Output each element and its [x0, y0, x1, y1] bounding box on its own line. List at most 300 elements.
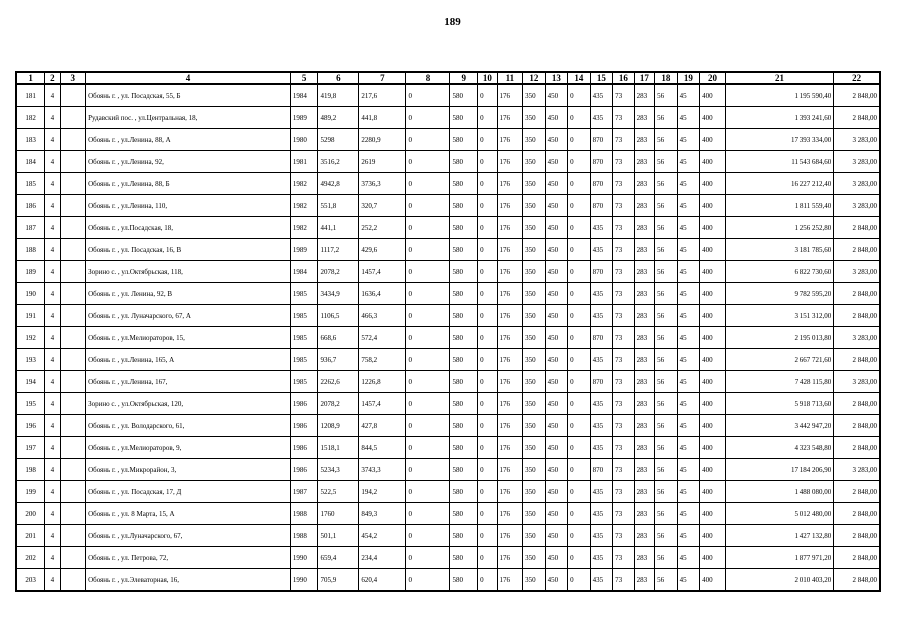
table-cell-col-6: 936,7	[318, 349, 359, 371]
table-cell-col-5: 1989	[290, 239, 318, 261]
table-cell-col-13: 450	[545, 503, 568, 525]
table-cell-col-5: 1982	[290, 195, 318, 217]
table-cell-col-6: 5234,3	[318, 459, 359, 481]
table-cell-col-13: 450	[545, 239, 568, 261]
table-cell-col-5: 1984	[290, 84, 318, 107]
table-cell-col-1: 195	[16, 393, 45, 415]
table-cell-col-10: 0	[478, 349, 497, 371]
table-cell-col-3	[60, 393, 86, 415]
table-cell-col-14: 0	[568, 569, 591, 592]
table-cell-col-8: 0	[406, 393, 450, 415]
table-cell-col-7: 849,3	[359, 503, 406, 525]
table-cell-col-11: 176	[497, 195, 523, 217]
table-cell-col-9: 580	[450, 503, 478, 525]
table-cell-col-16: 73	[613, 415, 634, 437]
table-cell-col-1: 202	[16, 547, 45, 569]
table-cell-col-12: 350	[523, 107, 546, 129]
table-cell-col-17: 283	[634, 503, 654, 525]
table-cell-col-12: 350	[523, 371, 546, 393]
table-cell-col-1: 198	[16, 459, 45, 481]
table-cell-col-11: 176	[497, 349, 523, 371]
table-cell-col-9: 580	[450, 393, 478, 415]
table-cell-col-22: 2 848,00	[834, 305, 880, 327]
table-cell-col-16: 73	[613, 547, 634, 569]
table-cell-col-14: 0	[568, 371, 591, 393]
table-cell-col-8: 0	[406, 107, 450, 129]
table-cell-col-10: 0	[478, 481, 497, 503]
table-cell-col-1: 184	[16, 151, 45, 173]
table-cell-col-8: 0	[406, 349, 450, 371]
table-cell-col-11: 176	[497, 107, 523, 129]
table-cell-col-10: 0	[478, 151, 497, 173]
column-header-9: 9	[450, 72, 478, 84]
table-cell-col-19: 45	[677, 129, 700, 151]
table-cell-col-10: 0	[478, 569, 497, 592]
table-cell-col-21: 1 811 559,40	[725, 195, 834, 217]
table-cell-col-1: 188	[16, 239, 45, 261]
table-cell-col-7: 234,4	[359, 547, 406, 569]
table-cell-col-17: 283	[634, 349, 654, 371]
table-cell-col-13: 450	[545, 437, 568, 459]
table-cell-col-22: 3 283,00	[834, 151, 880, 173]
table-cell-col-8: 0	[406, 305, 450, 327]
table-cell-col-3	[60, 239, 86, 261]
table-cell-col-1: 187	[16, 217, 45, 239]
table-cell-col-6: 2262,6	[318, 371, 359, 393]
table-cell-col-20: 400	[700, 173, 726, 195]
table-cell-col-15: 435	[590, 393, 613, 415]
column-header-1: 1	[16, 72, 45, 84]
table-cell-col-11: 176	[497, 459, 523, 481]
table-cell-col-10: 0	[478, 173, 497, 195]
table-cell-col-14: 0	[568, 305, 591, 327]
table-cell-col-22: 2 848,00	[834, 239, 880, 261]
table-row	[16, 173, 880, 195]
table-cell-col-11: 176	[497, 393, 523, 415]
table-cell-col-16: 73	[613, 459, 634, 481]
table-cell-col-18: 56	[655, 261, 678, 283]
table-cell-col-9: 580	[450, 415, 478, 437]
table-cell-col-2: 4	[45, 261, 60, 283]
table-cell-col-7: 194,2	[359, 481, 406, 503]
table-cell-col-17: 283	[634, 525, 654, 547]
table-cell-col-8: 0	[406, 327, 450, 349]
table-cell-col-18: 56	[655, 547, 678, 569]
table-cell-col-5: 1985	[290, 327, 318, 349]
table-cell-col-6: 705,9	[318, 569, 359, 592]
table-cell-col-19: 45	[677, 283, 700, 305]
column-header-5: 5	[290, 72, 318, 84]
table-cell-col-21: 5 918 713,60	[725, 393, 834, 415]
table-cell-col-19: 45	[677, 437, 700, 459]
table-cell-col-6: 522,5	[318, 481, 359, 503]
table-cell-col-1: 183	[16, 129, 45, 151]
table-cell-col-7: 427,8	[359, 415, 406, 437]
table-cell-col-17: 283	[634, 481, 654, 503]
table-cell-col-3	[60, 547, 86, 569]
table-cell-col-4: Обоянь г. , ул. Посадская, 16, В	[86, 239, 291, 261]
table-cell-col-18: 56	[655, 569, 678, 592]
table-cell-col-21: 1 427 132,80	[725, 525, 834, 547]
table-cell-col-14: 0	[568, 283, 591, 305]
table-cell-col-1: 199	[16, 481, 45, 503]
table-cell-col-2: 4	[45, 481, 60, 503]
table-cell-col-11: 176	[497, 261, 523, 283]
table-cell-col-8: 0	[406, 283, 450, 305]
table-cell-col-20: 400	[700, 349, 726, 371]
table-cell-col-13: 450	[545, 349, 568, 371]
table-cell-col-12: 350	[523, 525, 546, 547]
table-cell-col-22: 2 848,00	[834, 217, 880, 239]
table-cell-col-19: 45	[677, 481, 700, 503]
table-cell-col-15: 435	[590, 437, 613, 459]
table-cell-col-22: 3 283,00	[834, 459, 880, 481]
table-cell-col-6: 5298	[318, 129, 359, 151]
table-cell-col-9: 580	[450, 525, 478, 547]
table-cell-col-22: 2 848,00	[834, 283, 880, 305]
table-cell-col-10: 0	[478, 371, 497, 393]
table-cell-col-5: 1986	[290, 415, 318, 437]
table-cell-col-9: 580	[450, 569, 478, 592]
table-cell-col-4: Обоянь г. , ул. Посадская, 17, Д	[86, 481, 291, 503]
table-cell-col-4: Зорино с. , ул.Октябрьская, 120,	[86, 393, 291, 415]
table-cell-col-11: 176	[497, 173, 523, 195]
table-cell-col-19: 45	[677, 415, 700, 437]
table-cell-col-13: 450	[545, 393, 568, 415]
table-cell-col-12: 350	[523, 327, 546, 349]
table-cell-col-2: 4	[45, 503, 60, 525]
table-cell-col-8: 0	[406, 415, 450, 437]
table-cell-col-4: Обоянь г. , ул.Посадская, 18,	[86, 217, 291, 239]
table-cell-col-7: 1226,8	[359, 371, 406, 393]
table-cell-col-5: 1985	[290, 349, 318, 371]
table-cell-col-12: 350	[523, 437, 546, 459]
table-cell-col-15: 870	[590, 151, 613, 173]
table-cell-col-1: 196	[16, 415, 45, 437]
table-cell-col-17: 283	[634, 283, 654, 305]
table-cell-col-19: 45	[677, 371, 700, 393]
table-cell-col-16: 73	[613, 261, 634, 283]
table-cell-col-10: 0	[478, 261, 497, 283]
table-cell-col-7: 466,3	[359, 305, 406, 327]
table-cell-col-6: 1208,9	[318, 415, 359, 437]
table-cell-col-12: 350	[523, 129, 546, 151]
table-cell-col-18: 56	[655, 415, 678, 437]
table-cell-col-14: 0	[568, 84, 591, 107]
table-cell-col-9: 580	[450, 173, 478, 195]
table-cell-col-14: 0	[568, 481, 591, 503]
table-cell-col-2: 4	[45, 525, 60, 547]
table-cell-col-2: 4	[45, 107, 60, 129]
table-cell-col-19: 45	[677, 173, 700, 195]
table-cell-col-11: 176	[497, 503, 523, 525]
table-cell-col-12: 350	[523, 349, 546, 371]
table-cell-col-22: 2 848,00	[834, 415, 880, 437]
table-cell-col-17: 283	[634, 195, 654, 217]
column-header-2: 2	[45, 72, 60, 84]
table-cell-col-4: Рудавский пос. , ул.Центральная, 18,	[86, 107, 291, 129]
table-cell-col-4: Обоянь г. , ул. 8 Марта, 15, А	[86, 503, 291, 525]
table-cell-col-21: 17 393 334,00	[725, 129, 834, 151]
table-cell-col-8: 0	[406, 195, 450, 217]
table-cell-col-13: 450	[545, 173, 568, 195]
table-cell-col-19: 45	[677, 547, 700, 569]
column-header-18: 18	[655, 72, 678, 84]
table-cell-col-15: 435	[590, 305, 613, 327]
column-header-22: 22	[834, 72, 880, 84]
table-cell-col-16: 73	[613, 525, 634, 547]
table-cell-col-5: 1986	[290, 459, 318, 481]
table-cell-col-21: 1 256 252,80	[725, 217, 834, 239]
column-header-4: 4	[86, 72, 291, 84]
table-cell-col-5: 1990	[290, 569, 318, 592]
table-cell-col-3	[60, 327, 86, 349]
table-cell-col-7: 454,2	[359, 525, 406, 547]
table-cell-col-4: Обоянь г. , ул.Элеваторная, 16,	[86, 569, 291, 592]
table-cell-col-11: 176	[497, 283, 523, 305]
table-cell-col-22: 2 848,00	[834, 525, 880, 547]
table-row	[16, 459, 880, 481]
table-cell-col-13: 450	[545, 217, 568, 239]
table-cell-col-14: 0	[568, 547, 591, 569]
table-cell-col-7: 572,4	[359, 327, 406, 349]
table-cell-col-11: 176	[497, 481, 523, 503]
table-cell-col-11: 176	[497, 547, 523, 569]
table-cell-col-10: 0	[478, 327, 497, 349]
table-cell-col-19: 45	[677, 151, 700, 173]
table-row	[16, 84, 880, 107]
table-cell-col-2: 4	[45, 173, 60, 195]
table-row	[16, 261, 880, 283]
table-cell-col-14: 0	[568, 107, 591, 129]
table-cell-col-20: 400	[700, 503, 726, 525]
table-cell-col-2: 4	[45, 151, 60, 173]
table-cell-col-14: 0	[568, 239, 591, 261]
table-cell-col-4: Обоянь г. , ул.Луначарского, 67,	[86, 525, 291, 547]
table-cell-col-9: 580	[450, 305, 478, 327]
table-cell-col-17: 283	[634, 415, 654, 437]
table-cell-col-19: 45	[677, 107, 700, 129]
table-cell-col-21: 2 195 013,80	[725, 327, 834, 349]
column-header-17: 17	[634, 72, 654, 84]
table-cell-col-9: 580	[450, 547, 478, 569]
column-header-21: 21	[725, 72, 834, 84]
table-cell-col-5: 1988	[290, 503, 318, 525]
table-cell-col-1: 186	[16, 195, 45, 217]
table-cell-col-21: 1 393 241,60	[725, 107, 834, 129]
table-cell-col-8: 0	[406, 151, 450, 173]
table-cell-col-14: 0	[568, 393, 591, 415]
table-cell-col-5: 1981	[290, 151, 318, 173]
table-cell-col-6: 419,8	[318, 84, 359, 107]
column-header-19: 19	[677, 72, 700, 84]
table-cell-col-5: 1984	[290, 261, 318, 283]
table-cell-col-9: 580	[450, 437, 478, 459]
table-cell-col-12: 350	[523, 239, 546, 261]
table-cell-col-8: 0	[406, 261, 450, 283]
table-cell-col-14: 0	[568, 261, 591, 283]
table-cell-col-19: 45	[677, 569, 700, 592]
table-cell-col-3	[60, 84, 86, 107]
table-cell-col-13: 450	[545, 459, 568, 481]
table-cell-col-9: 580	[450, 107, 478, 129]
table-cell-col-17: 283	[634, 393, 654, 415]
table-cell-col-15: 435	[590, 525, 613, 547]
table-cell-col-10: 0	[478, 107, 497, 129]
table-cell-col-10: 0	[478, 393, 497, 415]
table-cell-col-5: 1989	[290, 107, 318, 129]
table-cell-col-4: Обоянь г. , ул. Ленина, 92, В	[86, 283, 291, 305]
table-cell-col-7: 217,6	[359, 84, 406, 107]
table-cell-col-18: 56	[655, 151, 678, 173]
header-row	[16, 72, 880, 84]
table-cell-col-19: 45	[677, 261, 700, 283]
table-cell-col-14: 0	[568, 349, 591, 371]
table-cell-col-18: 56	[655, 371, 678, 393]
table-cell-col-22: 2 848,00	[834, 437, 880, 459]
table-cell-col-17: 283	[634, 239, 654, 261]
table-cell-col-1: 194	[16, 371, 45, 393]
column-header-10: 10	[478, 72, 497, 84]
table-cell-col-13: 450	[545, 371, 568, 393]
table-cell-col-16: 73	[613, 349, 634, 371]
table-cell-col-21: 2 010 403,20	[725, 569, 834, 592]
table-cell-col-12: 350	[523, 459, 546, 481]
table-cell-col-7: 1636,4	[359, 283, 406, 305]
table-cell-col-17: 283	[634, 547, 654, 569]
table-cell-col-10: 0	[478, 84, 497, 107]
table-cell-col-16: 73	[613, 437, 634, 459]
table-cell-col-12: 350	[523, 569, 546, 592]
table-cell-col-22: 3 283,00	[834, 261, 880, 283]
table-cell-col-19: 45	[677, 195, 700, 217]
table-cell-col-18: 56	[655, 173, 678, 195]
table-cell-col-6: 659,4	[318, 547, 359, 569]
table-cell-col-19: 45	[677, 349, 700, 371]
table-cell-col-1: 193	[16, 349, 45, 371]
column-header-11: 11	[497, 72, 523, 84]
table-cell-col-10: 0	[478, 437, 497, 459]
table-cell-col-2: 4	[45, 305, 60, 327]
table-cell-col-13: 450	[545, 84, 568, 107]
table-cell-col-2: 4	[45, 547, 60, 569]
table-cell-col-1: 192	[16, 327, 45, 349]
table-cell-col-12: 350	[523, 283, 546, 305]
column-header-20: 20	[700, 72, 726, 84]
table-cell-col-19: 45	[677, 327, 700, 349]
table-row	[16, 217, 880, 239]
table-cell-col-8: 0	[406, 84, 450, 107]
table-cell-col-14: 0	[568, 151, 591, 173]
table-cell-col-17: 283	[634, 305, 654, 327]
table-cell-col-4: Обоянь г. , ул.Ленина, 88, Б	[86, 173, 291, 195]
table-cell-col-13: 450	[545, 525, 568, 547]
table-cell-col-12: 350	[523, 151, 546, 173]
table-cell-col-3	[60, 129, 86, 151]
table-cell-col-14: 0	[568, 173, 591, 195]
table-cell-col-18: 56	[655, 349, 678, 371]
table-cell-col-6: 3516,2	[318, 151, 359, 173]
table-cell-col-14: 0	[568, 415, 591, 437]
table-cell-col-14: 0	[568, 437, 591, 459]
table-cell-col-2: 4	[45, 371, 60, 393]
table-cell-col-20: 400	[700, 305, 726, 327]
column-header-14: 14	[568, 72, 591, 84]
table-cell-col-20: 400	[700, 393, 726, 415]
table-cell-col-16: 73	[613, 195, 634, 217]
table-cell-col-9: 580	[450, 371, 478, 393]
table-cell-col-6: 3434,9	[318, 283, 359, 305]
table-cell-col-17: 283	[634, 569, 654, 592]
column-header-7: 7	[359, 72, 406, 84]
table-cell-col-7: 252,2	[359, 217, 406, 239]
table-cell-col-21: 2 667 721,60	[725, 349, 834, 371]
table-cell-col-2: 4	[45, 437, 60, 459]
table-cell-col-3	[60, 217, 86, 239]
table-cell-col-14: 0	[568, 525, 591, 547]
table-cell-col-18: 56	[655, 437, 678, 459]
table-cell-col-4: Зорино с. , ул.Октябрьская, 118,	[86, 261, 291, 283]
table-cell-col-20: 400	[700, 569, 726, 592]
table-cell-col-15: 435	[590, 107, 613, 129]
table-row	[16, 481, 880, 503]
table-cell-col-18: 56	[655, 503, 678, 525]
table-cell-col-4: Обоянь г. , ул.Ленина, 88, А	[86, 129, 291, 151]
table-cell-col-22: 2 848,00	[834, 393, 880, 415]
table-cell-col-19: 45	[677, 305, 700, 327]
table-cell-col-17: 283	[634, 173, 654, 195]
table-cell-col-16: 73	[613, 481, 634, 503]
table-cell-col-12: 350	[523, 481, 546, 503]
table-row	[16, 151, 880, 173]
table-cell-col-15: 435	[590, 547, 613, 569]
table-cell-col-21: 9 782 595,20	[725, 283, 834, 305]
table-row	[16, 107, 880, 129]
table-cell-col-18: 56	[655, 305, 678, 327]
table-cell-col-8: 0	[406, 547, 450, 569]
table-cell-col-7: 1457,4	[359, 393, 406, 415]
table-cell-col-11: 176	[497, 84, 523, 107]
table-cell-col-10: 0	[478, 217, 497, 239]
table-cell-col-15: 435	[590, 569, 613, 592]
table-row	[16, 327, 880, 349]
table-cell-col-11: 176	[497, 305, 523, 327]
column-header-6: 6	[318, 72, 359, 84]
table-cell-col-22: 2 848,00	[834, 84, 880, 107]
table-cell-col-6: 1518,1	[318, 437, 359, 459]
column-header-13: 13	[545, 72, 568, 84]
table-cell-col-21: 6 822 730,60	[725, 261, 834, 283]
table-cell-col-20: 400	[700, 459, 726, 481]
table-cell-col-8: 0	[406, 503, 450, 525]
table-cell-col-12: 350	[523, 415, 546, 437]
table-cell-col-4: Обоянь г. , ул.Ленина, 110,	[86, 195, 291, 217]
table-cell-col-14: 0	[568, 459, 591, 481]
table-cell-col-19: 45	[677, 525, 700, 547]
table-cell-col-3	[60, 173, 86, 195]
table-cell-col-2: 4	[45, 415, 60, 437]
table-cell-col-4: Обоянь г. , ул. Петрова, 72,	[86, 547, 291, 569]
table-row	[16, 503, 880, 525]
table-cell-col-20: 400	[700, 151, 726, 173]
table-cell-col-6: 2078,2	[318, 261, 359, 283]
table-cell-col-5: 1986	[290, 393, 318, 415]
column-header-8: 8	[406, 72, 450, 84]
table-cell-col-12: 350	[523, 393, 546, 415]
table-cell-col-1: 191	[16, 305, 45, 327]
table-cell-col-6: 668,6	[318, 327, 359, 349]
table-cell-col-17: 283	[634, 371, 654, 393]
